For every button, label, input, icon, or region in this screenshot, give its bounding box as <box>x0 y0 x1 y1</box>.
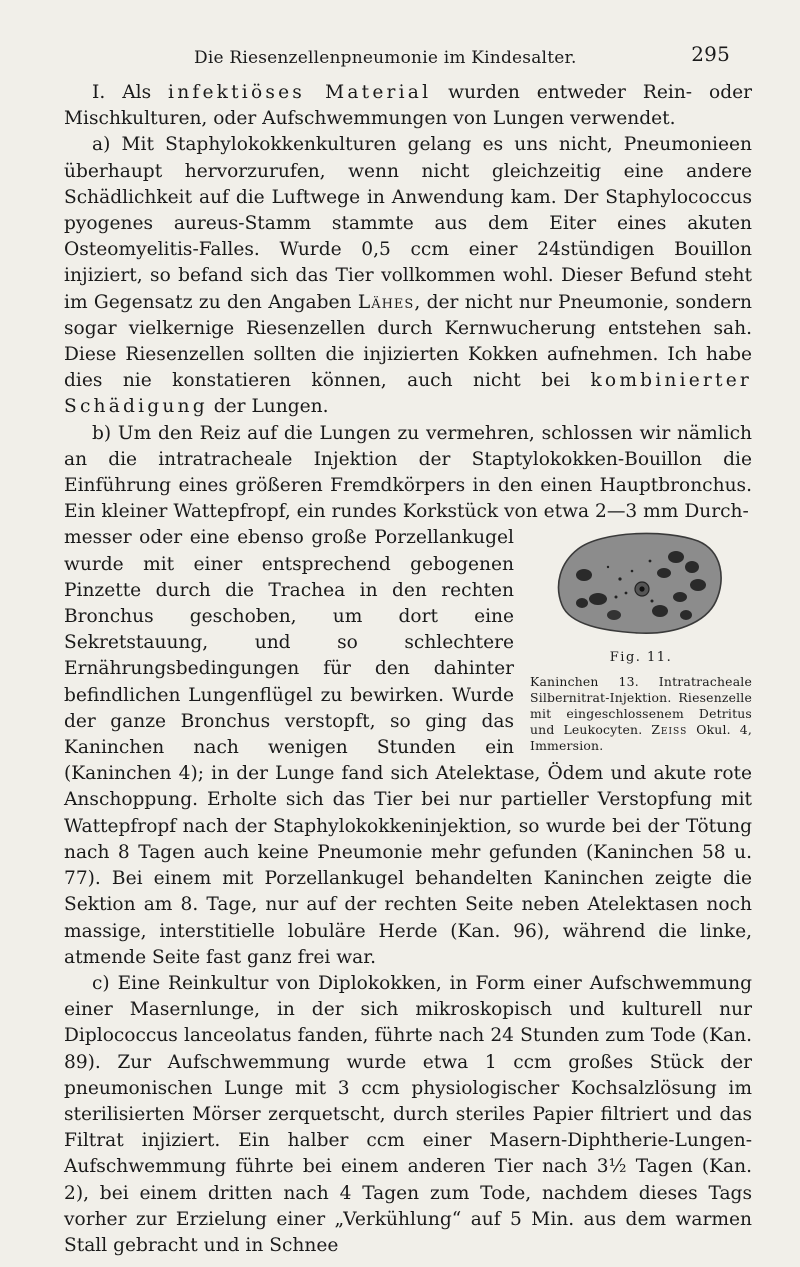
para4-text: c) Eine Reinkultur von Diplokokken, in Form einer Aufschwemmung einer Masernlunge, in der sich mikroskopisch und kulturell nur Diplococcus lanceolatus fanden, führte nach 24 Stunden zum Tode (Kan. 89). Zur Aufschwemmung wurde etwa 1 ccm großes Stück der pneumonischen Lunge mit 3 ccm physiologischer Kochsalzlösung im sterilisierten Mörser zerquetscht, durch steriles Papier filtriert und das Filtrat injiziert. Ein halber ccm einer Masern-Diphtherie-Lungen-Aufschwemmung führte bei einem anderen Tier nach 3½ Tagen (Kan. 2), bei einem dritten nach 4 Tagen zum Tode, nachdem dieses Tags vorher zur Erzielung einer „Verkühlung“ auf 5 Min. aus dem warmen Stall gebracht und in Schnee <box>64 972 752 1256</box>
paragraph-foreign-body <box>64 421 752 526</box>
giant-cell-illustration <box>556 527 726 639</box>
paragraph-staphylococcus <box>64 132 752 420</box>
paragraph-diplococcus <box>64 971 752 1259</box>
caption-text-start: Kaninchen 13. Intratracheale Silbernitrat-Injektion. Riesenzelle mit eingeschlossenem Detritus und Leukocyten. <box>530 673 752 737</box>
figure-label: Fig. 11. <box>609 650 673 666</box>
para3-text-full-width: b) Um den Reiz auf die Lungen zu vermehren, schlossen wir nämlich an die intratracheale Injektion der Staptylokokken-Bouillon die Einführung eines größeren Fremdkörpers in den einen Hauptbronchus. Ein kleiner Wattepfropf, ein rundes Korkstück von etwa 2—3 mm Durch- <box>64 422 752 523</box>
para2-text-end: der Lungen. <box>207 396 329 418</box>
paragraph-infectious-material <box>64 80 752 132</box>
running-title: Die Riesenzellenpneumonie im Kindesalter. <box>194 48 577 68</box>
para2-text-start: a) Mit Staphylokokkenkulturen gelang es uns nicht, Pneumonieen überhaupt hervorzurufen, wenn nicht gleichzeitig eine andere Schädlichkeit auf die Luftwege in Anwendung kam. Der Staphylococcus pyogenes aureus-Stamm stammte aus dem Eiter eines akuten Osteomyelitis-Falles. Wurde 0,5 ccm einer 24stündigen Bouillon injiziert, so befand sich das Tier vollkommen wohl. Dieser Befund steht im Gegensatz zu den Angaben <box>64 134 752 313</box>
body-text <box>64 80 752 1259</box>
page-number: 295 <box>691 42 730 66</box>
caption-text-end: Okul. 4, Immersion. <box>530 721 752 753</box>
spaced-emphasis-infectious-material: infektiöses Material <box>168 82 432 103</box>
para2-text-middle: , der nicht nur Pneumonie, sondern sogar vielkernige Riesenzellen durch Kernwucherung entstehen sah. Diese Riesenzellen sollten die injizierten Kokken aufnehmen. Ich habe dies nie konstatieren können, auch nicht bei <box>64 291 752 392</box>
para1-text-end: wurden entweder Rein- oder Mischkulturen, oder Aufschwemmungen von Lungen verwendet. <box>64 82 752 130</box>
para1-text-start: I. Als <box>92 82 169 103</box>
page-header <box>64 40 752 80</box>
figure-11 <box>530 527 752 753</box>
spaced-emphasis-combined-damage: kombinierter Schädigung <box>64 370 752 418</box>
author-name-laehes: Lähes <box>357 291 415 313</box>
figure-caption <box>530 674 752 754</box>
caption-name-zeiss: Zeiss <box>651 721 688 737</box>
para3-text-beside-figure: messer oder eine ebenso große Porzellankugel wurde mit einer entsprechend gebogenen Pinzette durch die Trachea in den rechten Bronchus geschoben, um dort eine Sekretstauung, und so schlechtere Ernährungsbedingungen für den dahinter befindlichen Lungenflügel zu bewirken. Wurde der ganze Bronchus verstopft, so ging das Kaninchen nach wenigen Stunden ein (Kaninchen 4); in der Lunge fand sich Atelektase, Ödem und akute rote Anschoppung. Erholte sich das Tier bei nur partieller Verstopfung mit Wattepfropf nach der Staphylokokkeninjektion, so wurde bei der Tötung nach 8 Tagen auch keine Pneumonie mehr gefunden (Kaninchen 58 u. 77). Bei einem mit Porzellankugel behandelten Kaninchen zeigte die Sektion am 8. Tage, nur auf der rechten Seite neben Atelektasen noch massige, interstitielle lobuläre Herde (Kan. 96), während die linke, atmende Seite fast ganz frei war. <box>64 527 752 968</box>
